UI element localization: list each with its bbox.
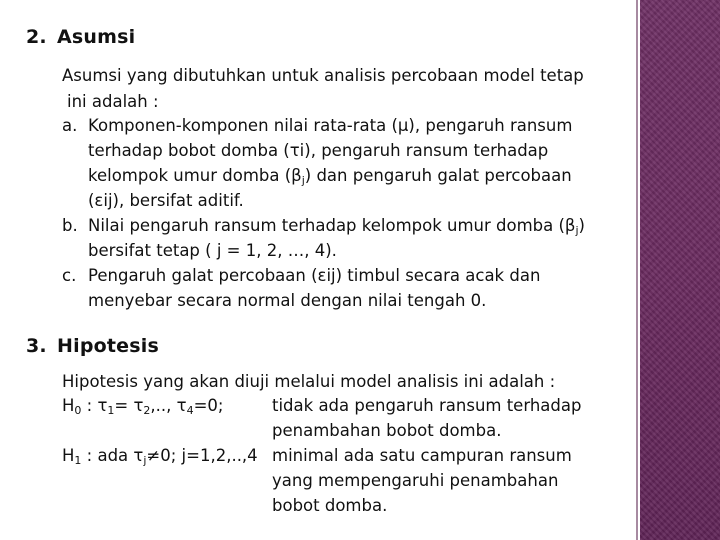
item-a-line1: Komponen-komponen nilai rata-rata (µ), pengaruh ransum [88,116,573,135]
item-b-line2: bersifat tetap ( j = 1, 2, …, 4). [88,241,337,260]
heading-number: 3. [26,335,47,357]
heading-title: Asumsi [57,26,136,48]
h0-expression: $H_0$ : $\tau_1= \tau_2$,.., $\tau_4=0$; [62,396,224,417]
h1-desc-line3: bobot domba. [272,496,388,515]
item-a-line2: terhadap bobot domba (τi), pengaruh ransum terhadap [88,141,549,160]
item-b-line1: Nilai pengaruh ransum terhadap kelompok umur domba $(\beta_j)$ [88,216,585,237]
decorative-side-panel [640,0,720,540]
heading-hipotesis [26,335,159,357]
h0-desc-line2: penambahan bobot domba. [272,421,502,440]
heading-asumsi [26,26,135,48]
item-a-line4: (εij), bersifat aditif. [88,191,244,210]
item-a-marker: a. [62,116,78,135]
asumsi-intro-line1: Asumsi yang dibutuhkan untuk analisis percobaan model tetap [62,66,584,85]
h1-desc-line1: minimal ada satu campuran ransum [272,446,572,465]
side-divider-line [636,0,638,540]
item-a-line3: kelompok umur domba $(\beta_j)$ dan pengaruh galat percobaan [88,166,572,187]
h1-expression: $H_1$ : ada $\tau_j\ne 0$; j=1,2,..,4 [62,446,258,467]
item-c-line2: menyebar secara normal dengan nilai tengah 0. [88,291,487,310]
h0-desc-line1: tidak ada pengaruh ransum terhadap [272,396,582,415]
item-b-marker: b. [62,216,78,235]
item-c-marker: c. [62,266,77,285]
asumsi-intro-line2: ini adalah : [67,92,159,111]
hipotesis-intro: Hipotesis yang akan diuji melalui model analisis ini adalah : [62,372,556,391]
h1-desc-line2: yang mempengaruhi penambahan [272,471,559,490]
heading-title: Hipotesis [57,335,159,357]
item-c-line1: Pengaruh galat percobaan (εij) timbul secara acak dan [88,266,541,285]
heading-number: 2. [26,26,47,48]
